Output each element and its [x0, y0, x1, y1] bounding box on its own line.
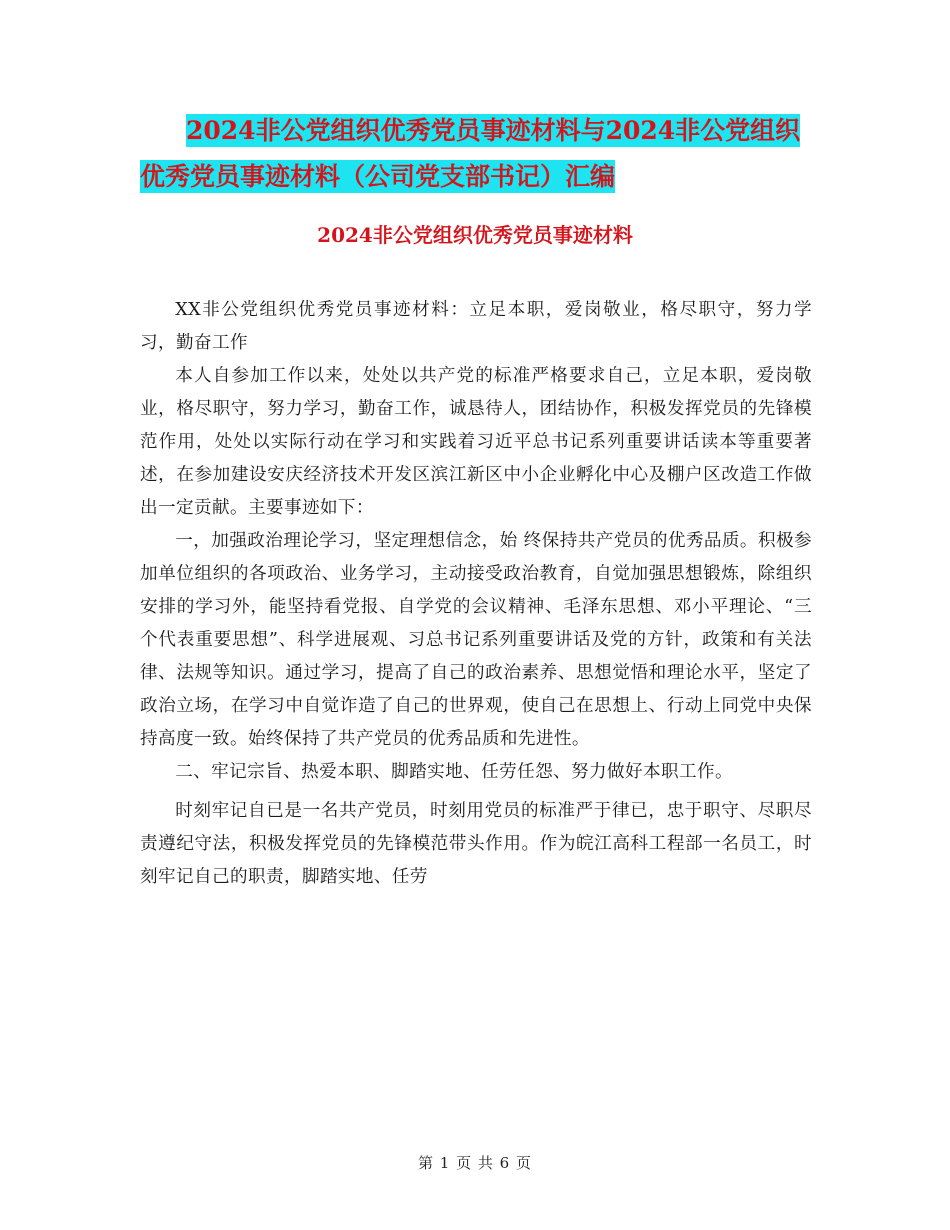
document-title [140, 108, 820, 200]
page-footer: 第 1 页 共 6 页 [418, 1154, 532, 1172]
paragraph: 时刻牢记自已是一名共产党员，时刻用党员的标准严于律已，忠于职守、尽职尽责遵纪守法，积极发挥党员的先锋模范带头作用。作为皖江高科工程部一名员工，时刻牢记自己的职责，脚踏实地、任劳 [140, 801, 812, 887]
paragraph: 二、牢记宗旨、热爱本职、脚踏实地、任劳任怨、努力做好本职工作。 [175, 762, 733, 782]
document-body [140, 294, 812, 894]
title-line-1: 2024非公党组织优秀党员事迹材料与2024非公党组织 [186, 116, 801, 145]
paragraph: 本人自参加工作以来，处处以共产党的标准严格要求自己，立足本职，爱岗敬业，格尽职守，努力学习，勤奋工作，诚恳待人，团结协作，积极发挥党员的先锋模范作用，处处以实际行动在学习和实践着习近平总书记系列重要讲话读本等重要著述，在参加建设安庆经济技术开发区滨江新区中小企业孵化中心及棚户区改造工作做出一定贡献。主要事迹如下： [140, 366, 812, 518]
title-line-2: 优秀党员事迹材料（公司党支部书记）汇编 [140, 162, 616, 191]
paragraph: XX非公党组织优秀党员事迹材料：立足本职，爱岗敬业，格尽职守，努力学习，勤奋工作 [140, 300, 812, 353]
paragraph: 一，加强政治理论学习，坚定理想信念，始 终保持共产党员的优秀品质。积极参加单位组织的各项政治、业务学习，主动接受政治教育，自觉加强思想锻炼，除组织安排的学习外，能坚持看党报、自学党的会议精神、毛泽东思想、邓小平理论、“三个代表重要思想”、科学进展观、习总书记系列重要讲话及党的方针，政策和有关法律、法规等知识。通过学习，提高了自己的政治素养、思想觉悟和理论水平，坚定了政治立场，在学习中自觉诈造了自己的世界观，使自己在思想上、行动上同党中央保持高度一致。始终保持了共产党员的优秀品质和先进性。 [140, 531, 812, 749]
section-title: 2024非公党组织优秀党员事迹材料 [317, 223, 633, 247]
